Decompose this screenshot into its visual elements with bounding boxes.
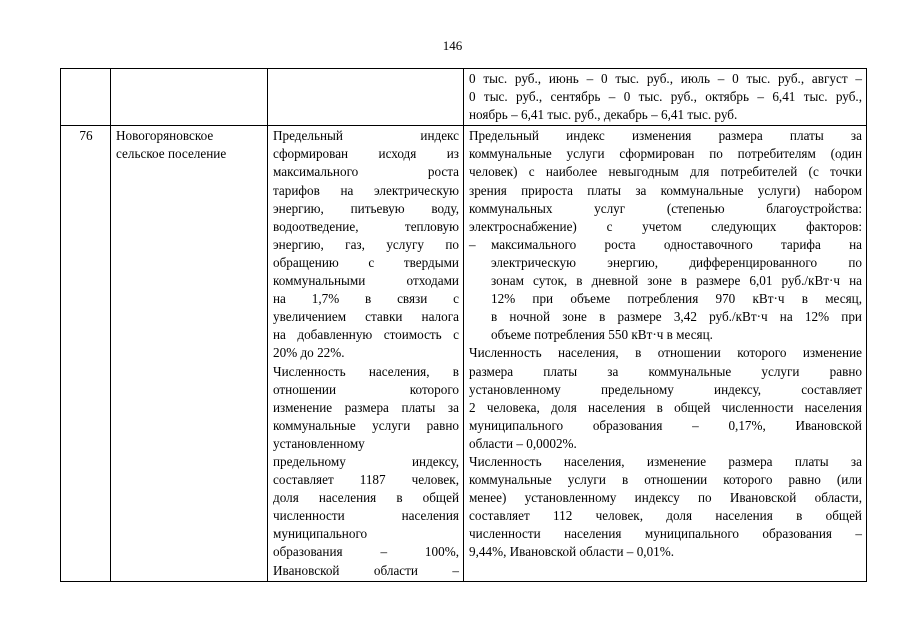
text-line: предельному индексу,	[273, 453, 459, 469]
text-line: электрическую энергию, дифференцированного по	[491, 254, 862, 270]
population-paragraph-2	[469, 453, 862, 562]
text-line: увеличением ставки налога	[273, 309, 459, 325]
text-line: максимального роста	[273, 164, 459, 180]
text-line: муниципального	[273, 526, 368, 542]
text-line: изменение размера платы за	[273, 399, 459, 415]
text-line: установленному предельному индексу, составляет	[469, 381, 862, 397]
text-line: энергию, газ, услугу по	[273, 236, 459, 252]
text-line: Численность населения, в	[273, 363, 459, 379]
text-line: максимального роста одноставочного тарифа на	[491, 236, 862, 252]
text-line: составляет 112 человек, доля населения в общей	[469, 508, 862, 524]
index-details-text	[464, 126, 867, 581]
text-line: 2 человека, доля населения в общей численности населения	[469, 399, 862, 415]
text-line: сформирован исходя из	[273, 146, 459, 162]
population-paragraph-1	[469, 344, 862, 453]
text-line: менее) установленному индексу по Ивановской области,	[469, 490, 862, 506]
text-line: составляет 1187 человек,	[273, 472, 459, 488]
table-row-continuation	[61, 69, 867, 126]
cell-number-empty	[61, 69, 111, 126]
tariff-table	[60, 68, 867, 582]
text-line: Численность населения, изменение размера платы за	[469, 453, 862, 469]
cell-continuation-text	[464, 69, 867, 126]
text-line: размера платы за коммунальные услуги равно	[469, 363, 862, 379]
text-line: в ночной зоне в размере 3,42 руб./кВт·ч на 12% при	[491, 309, 862, 325]
intro-paragraph	[469, 127, 862, 236]
bullet-dash: –	[469, 236, 476, 252]
municipality-line: Новогоряновское	[116, 128, 214, 144]
text-line: зрения прироста платы за коммунальные услуги) набором	[469, 182, 862, 198]
index-basis-text	[268, 126, 464, 581]
text-line: на добавленную стоимость с	[273, 327, 459, 343]
text-line: зонам суток, в дневной зоне в размере 6,01 руб./кВт·ч на	[491, 273, 862, 289]
text-line: муниципального образования – 0,17%, Ивановской	[469, 417, 862, 433]
text-line: коммунальными отходами	[273, 273, 459, 289]
cell-municipality-empty	[111, 69, 268, 126]
bullet-item	[469, 236, 862, 345]
text-line: ноябрь – 6,41 тыс. руб., декабрь – 6,41 тыс. руб.	[469, 107, 738, 123]
table-row-76	[61, 126, 867, 581]
text-line: Численность населения, в отношении которого изменение	[469, 345, 862, 361]
municipality-line: сельское поселение	[116, 146, 227, 162]
page-number: 146	[442, 38, 463, 53]
cell-basis-empty	[268, 69, 464, 126]
text-line: энергию, питьевую воду,	[273, 200, 459, 216]
text-line: образования – 100%,	[273, 544, 459, 560]
text-line: 0 тыс. руб., июнь – 0 тыс. руб., июль – 0 тыс. руб., август –	[469, 71, 862, 86]
text-line: 0 тыс. руб., сентябрь – 0 тыс. руб., октябрь – 6,41 тыс. руб.,	[469, 89, 862, 105]
text-line: Предельный индекс	[273, 128, 459, 144]
text-line: численности населения	[273, 508, 459, 524]
text-line: Предельный индекс изменения размера платы за	[469, 128, 862, 144]
text-line: объеме потребления 550 кВт·ч в месяц.	[491, 327, 713, 343]
text-line: обращению с твердыми	[273, 254, 459, 270]
text-line: 9,44%, Ивановской области – 0,01%.	[469, 544, 675, 560]
text-line: электроснабжение) с учетом следующих факторов:	[469, 218, 862, 234]
text-line: отношении которого	[273, 381, 459, 397]
text-line: доля населения в общей	[273, 490, 459, 506]
text-line: установленному	[273, 435, 365, 451]
bullet-text	[491, 236, 862, 345]
text-line: на 1,7% в связи с	[273, 291, 459, 307]
municipality-name	[111, 126, 268, 581]
text-line: 12% при объеме потребления 970 кВт·ч в месяц,	[491, 291, 862, 307]
text-line: области – 0,0002%.	[469, 435, 577, 451]
text-line: коммунальных услуг (степенью благоустройства:	[469, 200, 862, 216]
text-line: численности населения муниципального образования –	[469, 526, 862, 542]
text-line: тарифов на электрическую	[273, 182, 459, 198]
text-line: коммунальные услуги в отношении которого равно (или	[469, 472, 862, 488]
text-line: Ивановской области –	[273, 562, 459, 578]
text-line: коммунальные услуги сформирован по потребителям (один	[469, 146, 862, 162]
text-line: 20% до 22%.	[273, 345, 345, 361]
text-line: человек) с наиболее невыгодным для потребителей (с точки	[469, 164, 862, 180]
text-line: водоотведение, тепловую	[273, 218, 459, 234]
text-line: коммунальные услуги равно	[273, 417, 459, 433]
row-number: 76	[61, 126, 111, 581]
